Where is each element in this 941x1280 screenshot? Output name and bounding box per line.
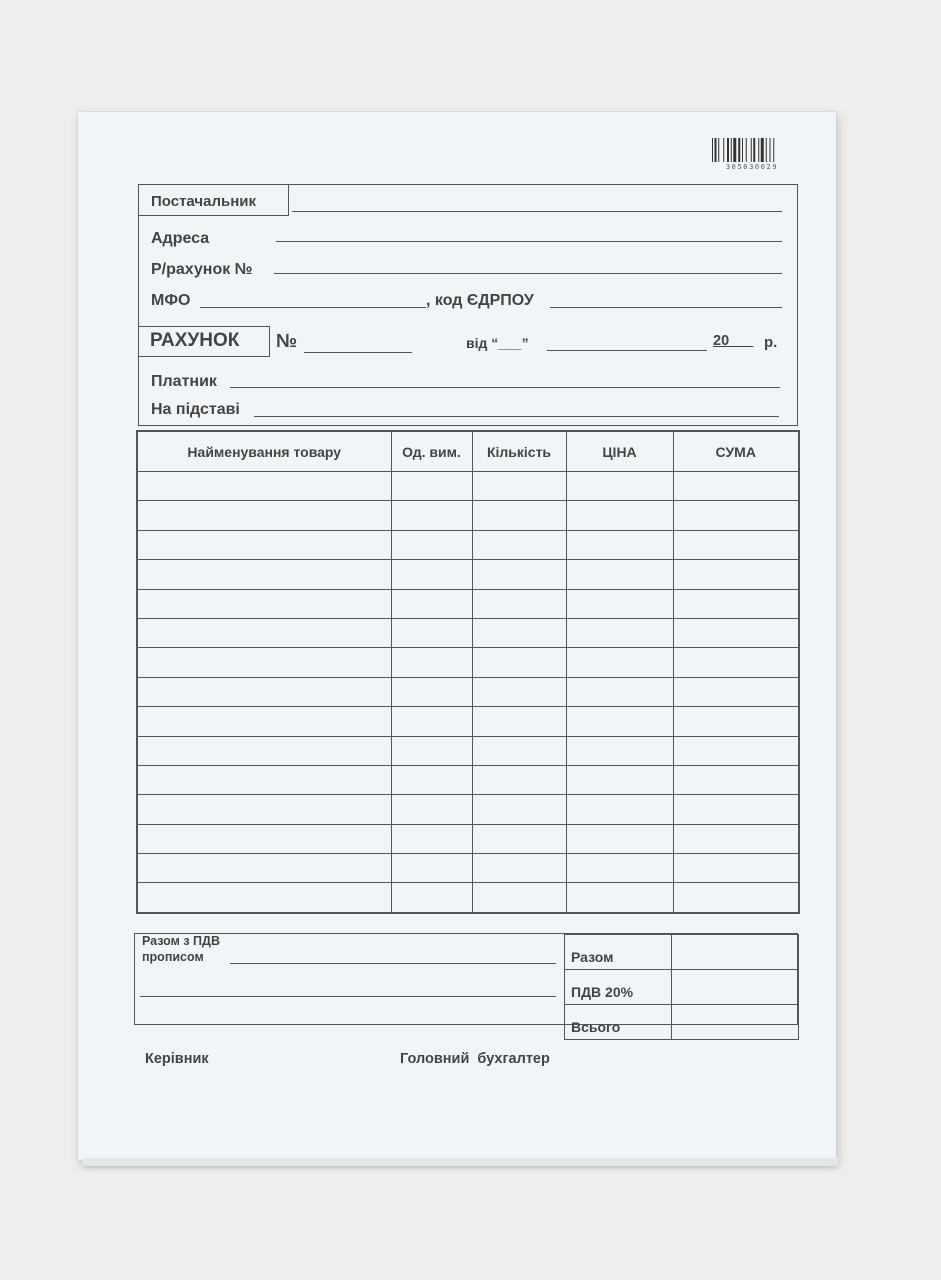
vat-words-label: Разом з ПДВ [142,934,220,948]
number-sign: № [276,331,298,352]
cell-qty[interactable] [472,618,566,647]
barcode-number: 305030029 [725,163,779,171]
cell-price[interactable] [566,883,673,913]
cell-qty[interactable] [472,765,566,794]
cell-qty[interactable] [472,854,566,883]
cell-sum[interactable] [673,677,799,706]
edrpou-field[interactable] [550,307,782,308]
cell-name[interactable] [137,707,391,736]
cell-unit[interactable] [391,795,472,824]
year-prefix: 20___ [713,333,754,349]
cell-sum[interactable] [673,560,799,589]
cell-qty[interactable] [472,707,566,736]
cell-name[interactable] [137,765,391,794]
cell-unit[interactable] [391,765,472,794]
cell-unit[interactable] [391,501,472,530]
cell-unit[interactable] [391,677,472,706]
cell-sum[interactable] [673,530,799,559]
supplier-label: Постачальник [151,193,256,210]
col-name: Найменування товару [137,431,391,472]
col-qty: Кількість [472,431,566,472]
cell-qty[interactable] [472,824,566,853]
address-label: Адреса [151,230,210,247]
cell-qty[interactable] [472,472,566,501]
cell-sum[interactable] [673,618,799,647]
cell-qty[interactable] [472,648,566,677]
cell-price[interactable] [566,795,673,824]
col-price: ЦІНА [566,431,673,472]
total-label: Разом [565,935,672,970]
cell-name[interactable] [137,530,391,559]
cell-price[interactable] [566,707,673,736]
table-row [137,618,799,647]
cell-price[interactable] [566,677,673,706]
totals-row [565,935,799,970]
cell-price[interactable] [566,648,673,677]
supplier-field[interactable] [292,211,782,212]
cell-name[interactable] [137,824,391,853]
totals-table [564,934,799,1040]
account-label: Р/рахунок № [151,261,253,278]
cell-qty[interactable] [472,560,566,589]
cell-unit[interactable] [391,854,472,883]
cell-name[interactable] [137,618,391,647]
cell-unit[interactable] [391,560,472,589]
in-words-label: прописом [142,950,204,964]
cell-name[interactable] [137,795,391,824]
cell-sum[interactable] [673,795,799,824]
total-value[interactable] [672,935,799,970]
table-row [137,589,799,618]
cell-name[interactable] [137,854,391,883]
table-row [137,677,799,706]
cell-name[interactable] [137,736,391,765]
year-suffix: р. [764,334,778,351]
totals-row [565,1005,799,1040]
amount-words-field-1[interactable] [230,963,556,964]
table-row [137,560,799,589]
cell-sum[interactable] [673,648,799,677]
edrpou-label: , код ЄДРПОУ [426,292,534,309]
barcode-graphic [712,138,792,162]
mfo-label: МФО [151,292,191,309]
payer-field[interactable] [230,387,780,388]
table-row [137,648,799,677]
table-row [137,501,799,530]
chief-accountant-label: Головний бухгалтер [400,1051,550,1067]
cell-unit[interactable] [391,883,472,913]
address-field[interactable] [276,241,782,242]
table-row [137,472,799,501]
vat-value[interactable] [672,970,799,1005]
cell-price[interactable] [566,824,673,853]
cell-unit[interactable] [391,530,472,559]
table-row [137,824,799,853]
cell-sum[interactable] [673,824,799,853]
grand-total-label: Всього [565,1005,672,1040]
cell-price[interactable] [566,589,673,618]
cell-sum[interactable] [673,707,799,736]
totals-row [565,970,799,1005]
cell-name[interactable] [137,883,391,913]
payer-label: Платник [151,373,217,390]
cell-price[interactable] [566,530,673,559]
cell-unit[interactable] [391,707,472,736]
cell-name[interactable] [137,589,391,618]
basis-field[interactable] [254,416,779,417]
cell-price[interactable] [566,854,673,883]
col-sum: СУМА [673,431,799,472]
col-unit: Од. вим. [391,431,472,472]
mfo-field[interactable] [200,307,426,308]
cell-price[interactable] [566,618,673,647]
cell-name[interactable] [137,648,391,677]
cell-qty[interactable] [472,530,566,559]
cell-qty[interactable] [472,501,566,530]
vat-label: ПДВ 20% [565,970,672,1005]
cell-price[interactable] [566,736,673,765]
cell-sum[interactable] [673,589,799,618]
account-field[interactable] [274,273,782,274]
table-row [137,707,799,736]
invoice-number-field[interactable] [304,352,412,353]
cell-unit[interactable] [391,736,472,765]
table-row [137,736,799,765]
cell-sum[interactable] [673,765,799,794]
cell-unit[interactable] [391,824,472,853]
cell-unit[interactable] [391,472,472,501]
cell-sum[interactable] [673,883,799,913]
cell-name[interactable] [137,472,391,501]
cell-sum[interactable] [673,854,799,883]
head-signature-label: Керівник [145,1051,209,1067]
cell-price[interactable] [566,560,673,589]
table-row [137,530,799,559]
cell-price[interactable] [566,765,673,794]
cell-qty[interactable] [472,589,566,618]
table-row [137,765,799,794]
cell-sum[interactable] [673,472,799,501]
cell-name[interactable] [137,501,391,530]
sheet-stack-edge [82,1158,838,1166]
month-field[interactable] [547,350,707,351]
table-row [137,795,799,824]
amount-words-field-2[interactable] [140,996,556,997]
date-from-label: від “___” [466,335,529,351]
cell-price[interactable] [566,501,673,530]
cell-price[interactable] [566,472,673,501]
cell-sum[interactable] [673,736,799,765]
invoice-title: РАХУНОК [150,330,240,351]
cell-unit[interactable] [391,589,472,618]
cell-unit[interactable] [391,648,472,677]
cell-qty[interactable] [472,883,566,913]
cell-unit[interactable] [391,618,472,647]
goods-table [136,430,800,914]
cell-qty[interactable] [472,677,566,706]
cell-qty[interactable] [472,736,566,765]
grand-total-value[interactable] [672,1005,799,1040]
cell-name[interactable] [137,560,391,589]
basis-label: На підставі [151,401,240,418]
cell-qty[interactable] [472,795,566,824]
table-row [137,854,799,883]
cell-name[interactable] [137,677,391,706]
goods-header-row [137,431,799,472]
cell-sum[interactable] [673,501,799,530]
table-row [137,883,799,913]
